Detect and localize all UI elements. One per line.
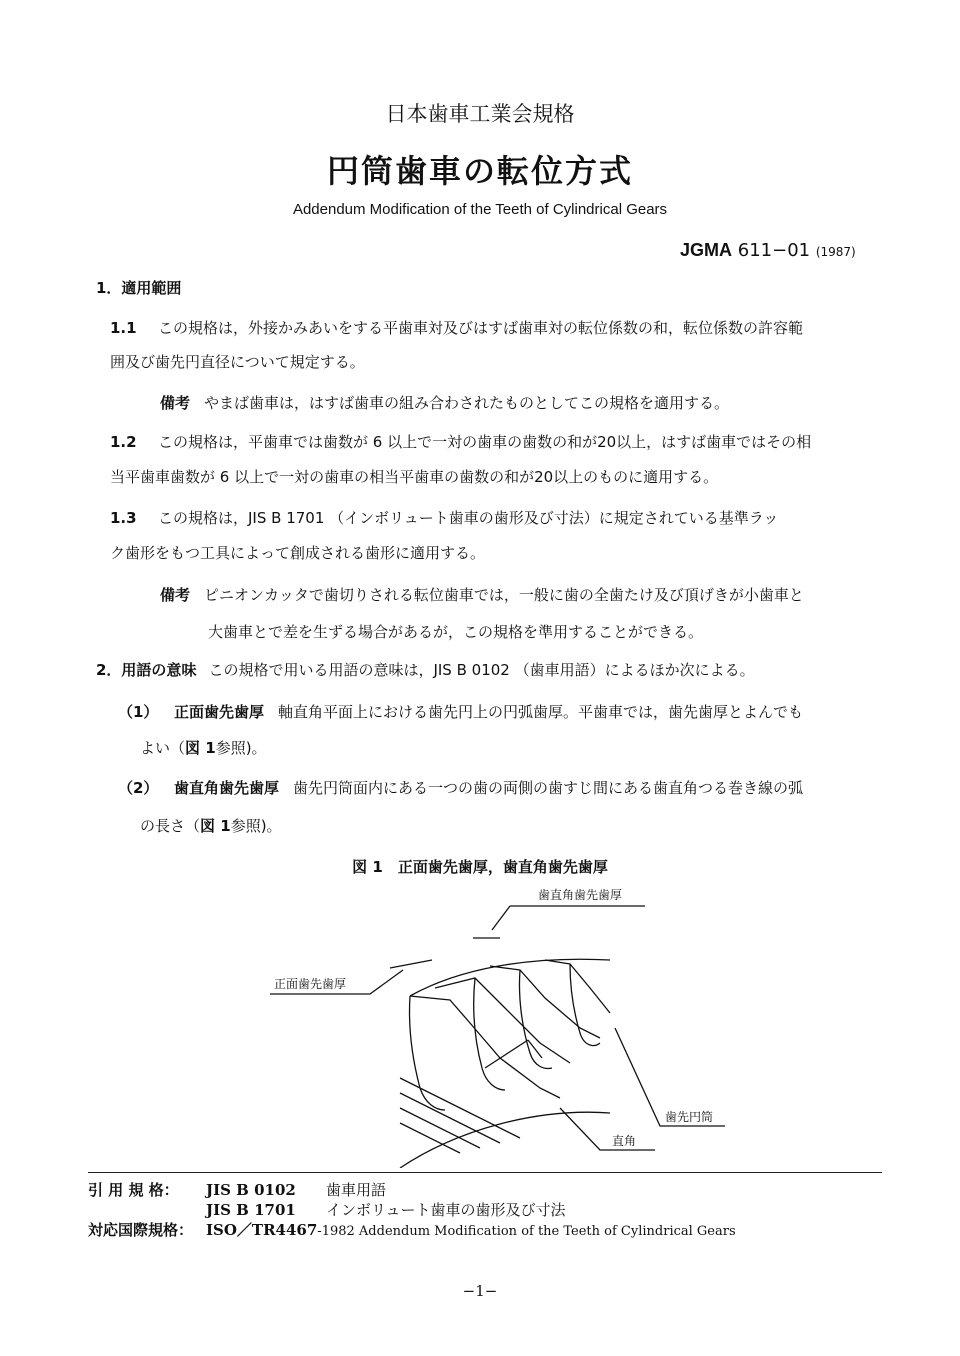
organization-name: 日本歯車工業会規格: [385, 102, 575, 126]
dimension-transverse: [390, 960, 432, 968]
cited-standard-2: [206, 1200, 566, 1221]
section-2-heading: 2．用語の意味: [96, 661, 197, 679]
para-1-1-line1: [110, 318, 803, 338]
section-2-intro: この規格で用いる用語の意味は，JIS B 0102 （歯車用語）によるほか次による。: [208, 661, 755, 679]
page-number: −1−: [462, 1282, 498, 1300]
item-2-number: （2）: [118, 779, 159, 797]
note-2-label: 備考: [160, 586, 191, 604]
references-divider: [88, 1172, 882, 1173]
item-1-line2-a: よい（: [140, 739, 186, 757]
para-1-2-text: この規格は，平歯車では歯数が 6 以上で一対の歯車の歯数の和が20以上，はすば歯車ではその相: [158, 433, 812, 451]
para-1-2-line2: 当平歯車歯数が 6 以上で一対の歯車の相当平歯車の歯数の和が20以上のものに適用する。: [110, 468, 719, 486]
para-1-3-line2: ク歯形をもつ工具によって創成される歯形に適用する。: [110, 544, 486, 562]
item-2-line2: [140, 816, 282, 836]
cited-2-code: JIS B 1701: [206, 1201, 296, 1219]
label-right-angle: 直角: [612, 1134, 637, 1148]
item-2-line2-c: 参照)。: [230, 817, 282, 835]
hatch-1: [400, 1078, 520, 1138]
para-1-1-text: この規格は，外接かみあいをする平歯車対及びはすば歯車対の転位係数の和，転位係数の許容範: [158, 319, 804, 337]
item-1-line2-c: 参照)。: [215, 739, 267, 757]
note-2-line2: 大歯車とで差を生ずる場合があるが，この規格を準用することができる。: [208, 623, 704, 641]
section-1-heading: 1．適用範囲: [96, 279, 182, 297]
cited-standards-label: 引 用 規 格：: [88, 1181, 179, 1199]
tooth-band-1: [410, 996, 560, 1098]
item-2-term: 歯直角歯先歯厚: [174, 779, 280, 797]
gear-body-arc: [400, 1112, 610, 1168]
para-1-3-number: 1.3: [110, 509, 137, 527]
standard-code: [680, 240, 856, 261]
para-1-3-text: この規格は，JIS B 1701 （インボリュート歯車の歯形及び寸法）に規定されている基準ラッ: [158, 509, 779, 527]
international-title: -1982 Addendum Modification of the Teeth of Cylindrical Gears: [317, 1224, 736, 1239]
para-1-2-line1: [110, 432, 811, 452]
gear-drawing: [270, 906, 725, 1168]
cited-2-title: インボリュート歯車の歯形及び寸法: [326, 1201, 566, 1219]
label-normal-tip-thickness: 歯直角歯先歯厚: [538, 888, 623, 902]
item-1-term: 正面歯先歯厚: [174, 703, 265, 721]
figure-caption: 図 1 正面歯先歯厚，歯直角歯先歯厚: [352, 858, 608, 876]
item-1-figure-ref: 図 1: [185, 739, 216, 757]
helical-gear-figure: [260, 878, 730, 1168]
para-1-1-line2: 囲及び歯先円直径について規定する。: [110, 353, 365, 371]
tooth-profile-1: [409, 996, 445, 1110]
para-1-2-number: 1.2: [110, 433, 137, 451]
item-1-line2: [140, 738, 267, 758]
item-2-figure-ref: 図 1: [200, 817, 231, 835]
item-1-text: 軸直角平面上における歯先円上の円弧歯厚。平歯車では，歯先歯厚とよんでも: [278, 703, 804, 721]
standard-code-label: JGMA: [680, 240, 733, 260]
leader-normal: [492, 906, 510, 930]
tip-circle-arc: [410, 959, 610, 996]
label-transverse-tip-thickness: 正面歯先歯厚: [274, 977, 347, 991]
tooth-band-3: [490, 966, 600, 1038]
tooth-band-2: [435, 978, 570, 1063]
right-angle-line-a: [485, 1040, 528, 1068]
item-2-line1: [118, 778, 803, 798]
note-1: [160, 393, 729, 413]
document-title: 円筒歯車の転位方式: [326, 152, 633, 190]
item-1-line1: [118, 702, 803, 722]
international-code: ISO／TR4467: [206, 1221, 318, 1239]
tooth-profile-4: [570, 964, 600, 1046]
standard-code-number: 611−01: [737, 240, 811, 261]
note-2-line1: [160, 585, 804, 605]
leader-right-angle: [560, 1108, 655, 1150]
hatch-4: [400, 1123, 460, 1153]
item-1-number: （1）: [118, 703, 159, 721]
hatch-3: [400, 1108, 480, 1148]
international-label: 対応国際規格：: [88, 1221, 194, 1239]
note-2-text: ピニオンカッタで歯切りされる転位歯車では，一般に歯の全歯たけ及び頂げきが小歯車と: [204, 586, 804, 604]
note-1-text: やまば歯車は，はすば歯車の組み合わされたものとしてこの規格を適用する。: [204, 394, 730, 412]
tooth-band-4: [545, 960, 610, 1013]
cited-standard-1: [88, 1180, 386, 1201]
para-1-3-line1: [110, 508, 778, 528]
tooth-profile-3: [519, 970, 552, 1068]
tooth-profile-2: [474, 978, 505, 1090]
note-1-label: 備考: [160, 394, 191, 412]
hatch-2: [400, 1093, 500, 1143]
para-1-1-number: 1.1: [110, 319, 137, 337]
standard-code-year: (1987): [815, 245, 856, 259]
section-2-line: [96, 660, 755, 680]
international-standard: [88, 1220, 736, 1242]
document-subtitle: Addendum Modification of the Teeth of Cylindrical Gears: [292, 201, 668, 218]
label-tip-cylinder: 歯先円筒: [665, 1110, 714, 1124]
cited-1-code: JIS B 0102: [206, 1181, 296, 1199]
item-2-text: 歯先円筒面内にある一つの歯の両側の歯すじ間にある歯直角つる巻き線の弧: [293, 779, 804, 797]
cited-1-title: 歯車用語: [326, 1181, 387, 1199]
item-2-line2-a: の長さ（: [140, 817, 201, 835]
